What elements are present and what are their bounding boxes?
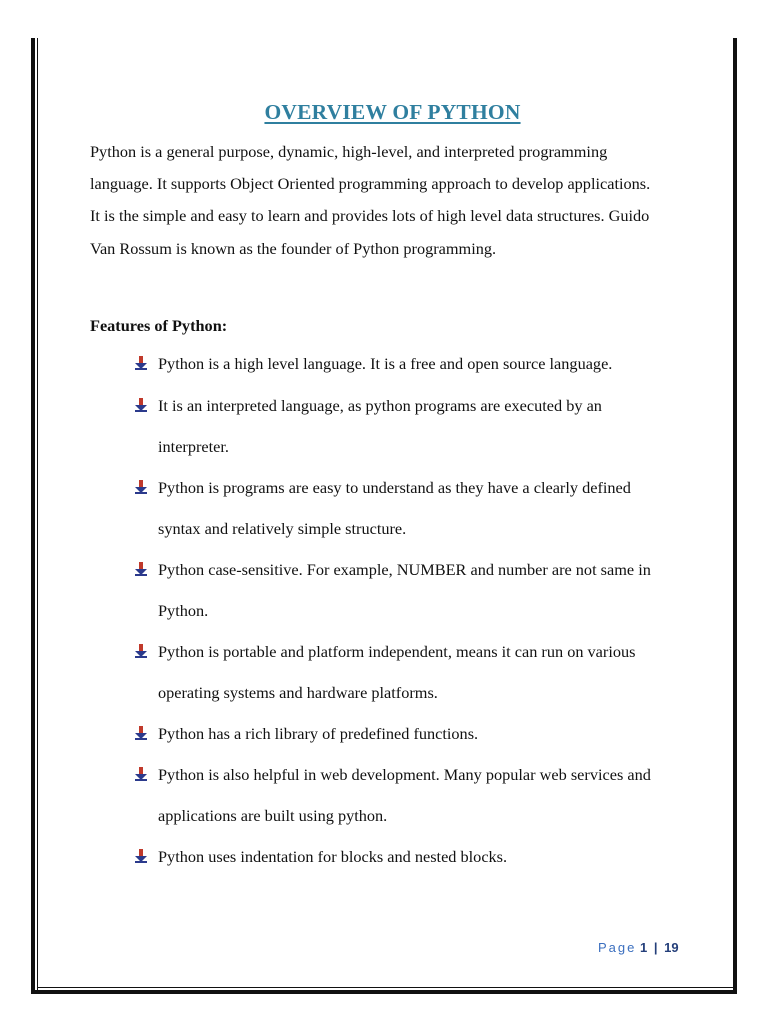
down-arrow-bullet-icon [134,849,148,863]
feature-text: Python is a high level language. It is a free and open source language. [158,354,613,373]
intro-line: It is the simple and easy to learn and provides lots of high level data structures. Guido [90,206,650,226]
feature-item [134,713,478,754]
page-border-bottom-inner [37,987,734,988]
page-border-left-inner [37,38,38,991]
feature-item [134,631,635,713]
feature-item [134,343,612,384]
feature-text: Python. [158,601,209,620]
down-arrow-bullet-icon [134,644,148,658]
total-pages-number: 19 [664,940,679,955]
feature-text: Python is portable and platform independent, means it can run on various [158,642,636,661]
feature-text: It is an interpreted language, as python programs are executed by an [158,396,602,415]
intro-line: language. It supports Object Oriented programming approach to develop applications. [90,174,651,194]
down-arrow-bullet-icon [134,562,148,576]
down-arrow-bullet-icon [134,480,148,494]
feature-text: Python has a rich library of predefined functions. [158,724,479,743]
down-arrow-bullet-icon [134,398,148,412]
page-border-left [31,38,35,994]
feature-item [134,385,602,467]
page-separator: | [653,940,658,955]
page-label: Page [598,940,637,955]
intro-line: Python is a general purpose, dynamic, high-level, and interpreted programming [90,142,608,161]
intro-line: Van Rossum is known as the founder of Python programming. [90,238,497,258]
page-title-text: OVERVIEW OF PYTHON [264,100,521,124]
feature-text: syntax and relatively simple structure. [158,519,407,538]
intro-paragraph [90,136,710,265]
feature-text: Python is programs are easy to understand as they have a clearly defined [158,478,631,497]
page-title [0,100,768,125]
page-border-bottom [31,990,737,994]
down-arrow-bullet-icon [134,767,148,781]
feature-text: Python uses indentation for blocks and nested blocks. [158,847,508,866]
feature-text: operating systems and hardware platforms. [158,683,438,702]
feature-text: applications are built using python. [158,806,388,825]
feature-text: Python is also helpful in web development. Many popular web services and [158,765,651,784]
feature-text: Python case-sensitive. For example, NUMBER and number are not same in [158,560,651,579]
feature-item [134,754,651,836]
feature-item [134,467,631,549]
down-arrow-bullet-icon [134,726,148,740]
current-page-number: 1 [640,940,648,955]
feature-item [134,549,651,631]
page-border-right [733,38,737,994]
down-arrow-bullet-icon [134,356,148,370]
feature-item [134,836,507,877]
page-footer [598,940,679,955]
feature-text: interpreter. [158,437,229,456]
features-heading: Features of Python: [90,316,228,335]
